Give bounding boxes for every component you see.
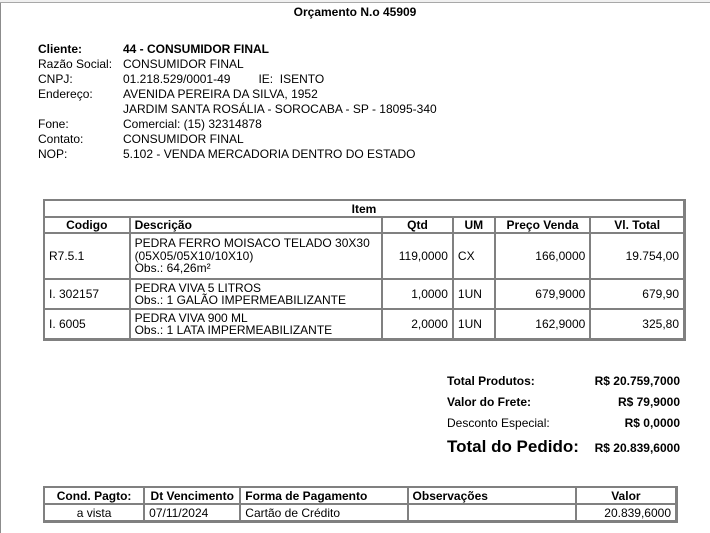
client-label: Cliente: [38, 42, 83, 56]
col-header-forma-pagamento: Forma de Pagamento [240, 487, 407, 504]
item-descricao [130, 309, 383, 339]
window-top-border [0, 0, 710, 3]
total-pedido-label: Total do Pedido: [447, 437, 579, 456]
table-row [44, 504, 676, 521]
razao-social-value: CONSUMIDOR FINAL [123, 57, 244, 71]
total-produtos-row [447, 373, 680, 394]
item-obs: Obs.: 1 GALÃO IMPERMEABILIZANTE [134, 293, 346, 307]
item-total: 19.754,00 [590, 233, 684, 279]
table-row [44, 279, 684, 309]
col-header-cond-pagto: Cond. Pagto: [44, 487, 144, 504]
desconto-row [447, 415, 680, 436]
nop-row [38, 147, 437, 162]
item-obs: Obs.: 1 LATA IMPERMEABILIZANTE [134, 323, 333, 337]
items-column-header-row [44, 217, 684, 233]
item-um: 1UN [453, 279, 495, 309]
table-row [44, 233, 684, 279]
table-row [44, 309, 684, 339]
fone-value: Comercial: (15) 32314878 [123, 117, 262, 131]
payment-obs [408, 504, 576, 521]
item-descricao [130, 233, 383, 279]
item-preco: 679,9000 [495, 279, 591, 309]
nop-value: 5.102 - VENDA MERCADORIA DENTRO DO ESTADO [123, 147, 416, 161]
items-table [43, 199, 686, 341]
item-um: CX [453, 233, 495, 279]
contato-row [38, 132, 437, 147]
item-desc-line: PEDRA VIVA 900 ML [134, 310, 248, 325]
endereco-line2-value: JARDIM SANTA ROSÁLIA - SOROCABA - SP - 18095-340 [123, 102, 437, 116]
payment-cond: a vista [44, 504, 144, 521]
payment-vencimento: 07/11/2024 [144, 504, 240, 521]
items-group-header: Item [44, 200, 684, 217]
payment-valor: 20.839,6000 [576, 504, 676, 521]
item-obs: Obs.: 64,26m² [134, 261, 211, 276]
client-value: 44 - CONSUMIDOR FINAL [123, 42, 270, 56]
razao-social-label: Razão Social: [38, 57, 113, 71]
razao-social-row [38, 57, 437, 72]
item-codigo: I. 302157 [44, 279, 130, 309]
item-qtd: 2,0000 [382, 309, 453, 339]
endereco-row [38, 87, 437, 102]
col-header-codigo: Codigo [44, 217, 130, 233]
fone-row [38, 117, 437, 132]
total-pedido-row [447, 436, 680, 462]
col-header-qtd: Qtd [382, 217, 453, 233]
contato-label: Contato: [38, 132, 84, 146]
item-qtd: 1,0000 [382, 279, 453, 309]
client-info [38, 42, 437, 162]
item-descricao [130, 279, 383, 309]
nop-label: NOP: [38, 147, 68, 161]
item-desc-line: (05X05/05X10/10X10) [134, 248, 254, 263]
endereco-line2-row [38, 102, 437, 117]
frete-value: R$ 79,9000 [617, 395, 680, 409]
item-qtd: 119,0000 [382, 233, 453, 279]
item-codigo: I. 6005 [44, 309, 130, 339]
fone-label: Fone: [38, 117, 69, 131]
ie-label: IE: [258, 72, 274, 86]
cnpj-label: CNPJ: [38, 72, 73, 86]
item-preco: 162,9000 [495, 309, 591, 339]
item-codigo: R7.5.1 [44, 233, 130, 279]
client-row [38, 42, 437, 57]
endereco-value: AVENIDA PEREIRA DA SILVA, 1952 [123, 87, 318, 101]
totals-block [447, 373, 680, 462]
item-preco: 166,0000 [495, 233, 591, 279]
item-desc-line: PEDRA VIVA 5 LITROS [134, 280, 262, 295]
desconto-label: Desconto Especial: [447, 416, 550, 430]
total-produtos-label: Total Produtos: [447, 374, 535, 388]
ie-value: ISENTO [279, 72, 325, 86]
col-header-vl-total: Vl. Total [590, 217, 684, 233]
endereco-label: Endereço: [38, 87, 93, 101]
payment-table [43, 486, 678, 523]
col-header-observacoes: Observações [408, 487, 576, 504]
cnpj-row [38, 72, 437, 87]
payment-header-row [44, 487, 676, 504]
items-group-header-row [44, 200, 684, 217]
desconto-value: R$ 0,0000 [624, 416, 680, 430]
item-total: 325,80 [590, 309, 684, 339]
frete-row [447, 394, 680, 415]
window-left-border [0, 3, 1, 533]
item-um: 1UN [453, 309, 495, 339]
total-pedido-value: R$ 20.839,6000 [594, 441, 680, 455]
contato-value: CONSUMIDOR FINAL [123, 132, 244, 146]
item-desc-line: PEDRA FERRO MOISACO TELADO 30X30 [134, 236, 370, 251]
col-header-dt-vencimento: Dt Vencimento [144, 487, 240, 504]
col-header-descricao: Descrição [130, 217, 383, 233]
document-title: Orçamento N.o 45909 [293, 5, 417, 19]
payment-forma: Cartão de Crédito [240, 504, 407, 521]
cnpj-value: 01.218.529/0001-49 [123, 72, 231, 86]
frete-label: Valor do Frete: [447, 395, 532, 409]
total-produtos-value: R$ 20.759,7000 [594, 374, 680, 388]
item-total: 679,90 [590, 279, 684, 309]
col-header-um: UM [453, 217, 495, 233]
col-header-preco-venda: Preço Venda [495, 217, 591, 233]
col-header-valor: Valor [576, 487, 676, 504]
